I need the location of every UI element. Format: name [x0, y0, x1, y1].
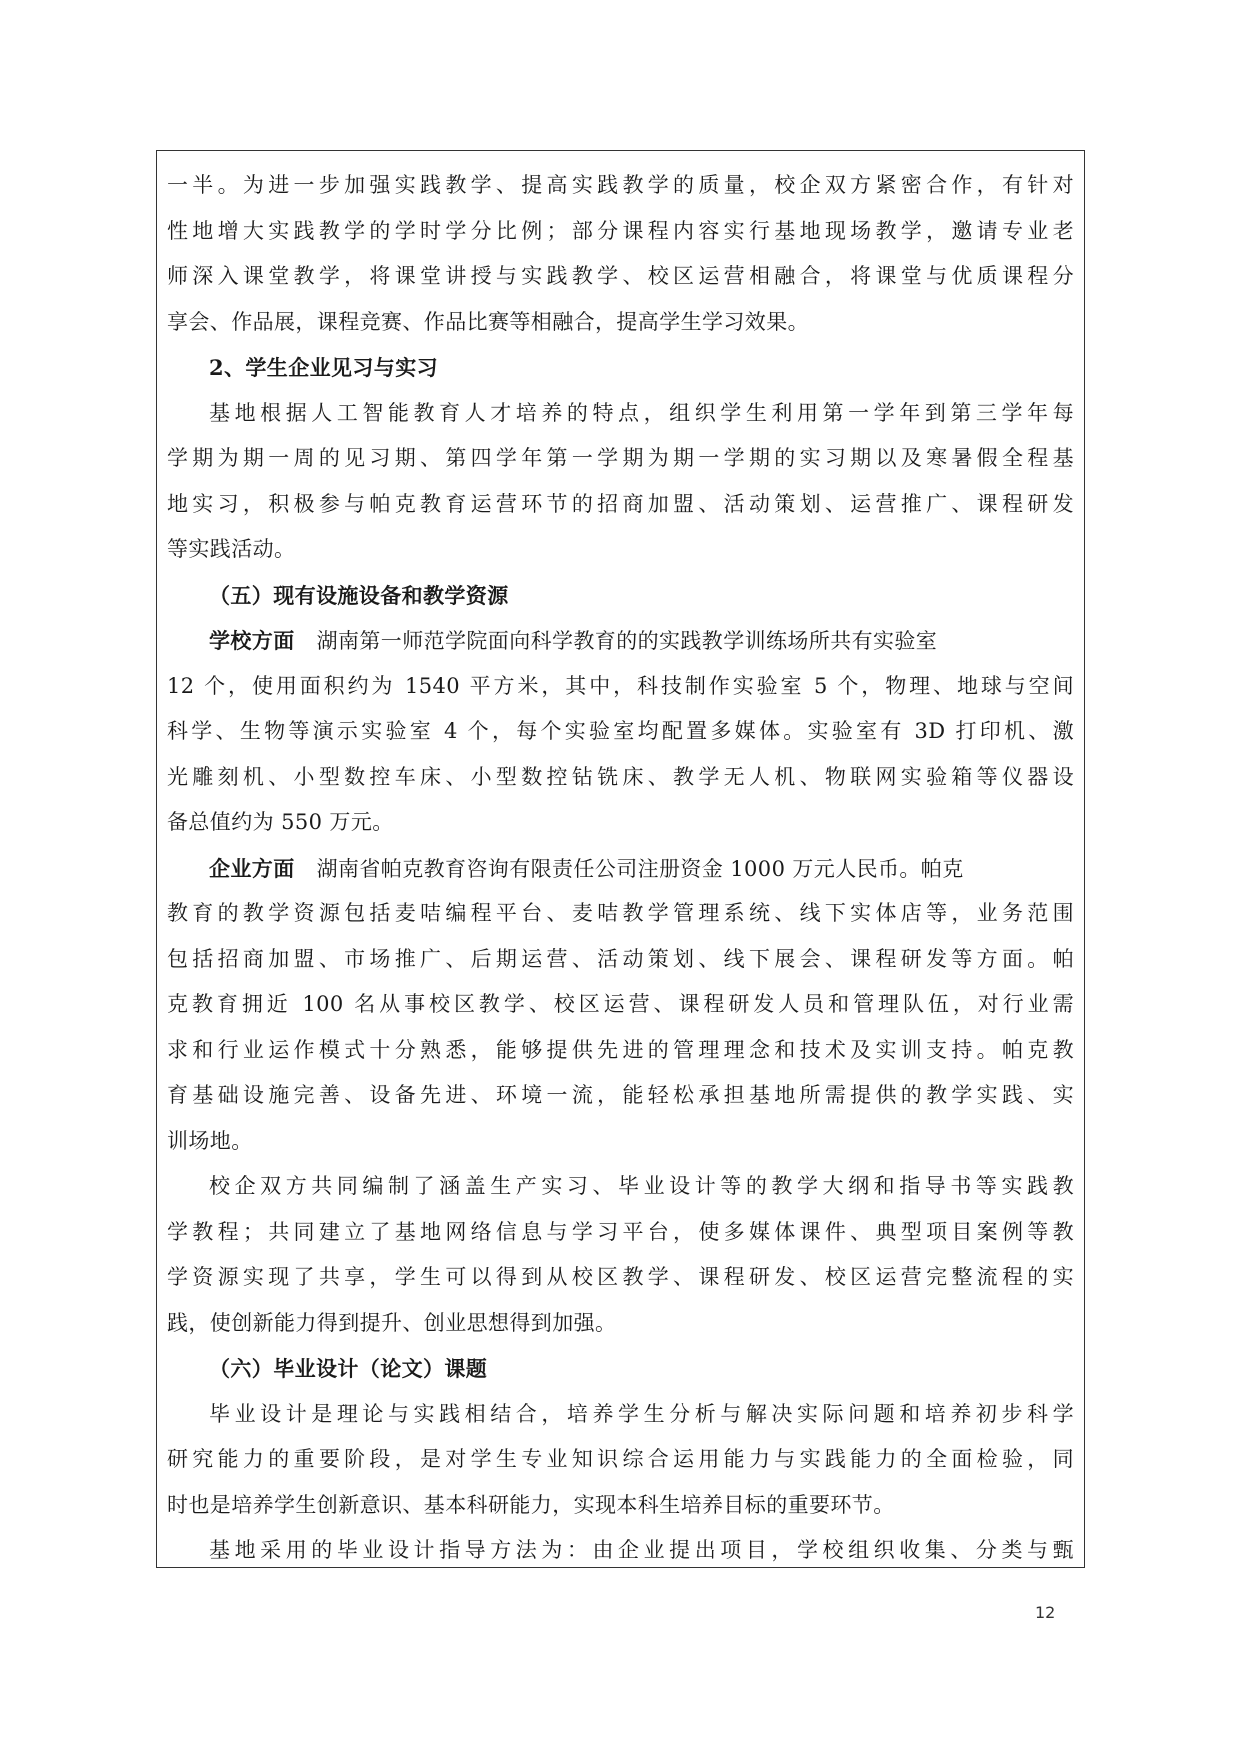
- document-body: [167, 163, 1074, 1568]
- paragraph-line: 毕业设计是理论与实践相结合，培养学生分析与解决实际问题和培养初步科学: [209, 1401, 1074, 1426]
- paragraph-line: 研究能力的重要阶段，是对学生专业知识综合运用能力与实践能力的全面检验，同: [167, 1447, 1074, 1471]
- section-heading: （六）毕业设计（论文）课题: [209, 1356, 488, 1381]
- paragraph-line: 教育的教学资源包括麦咭编程平台、麦咭教学管理系统、线下实体店等，业务范围: [167, 901, 1074, 925]
- paragraph-line: 求和行业运作模式十分熟悉，能够提供先进的管理理念和技术及实训支持。帕克教: [167, 1037, 1074, 1062]
- paragraph-line: 12 个，使用面积约为 1540 平方米，其中，科技制作实验室 5 个，物理、地球与空间: [167, 673, 1074, 698]
- paragraph-line: 时也是培养学生创新意识、基本科研能力，实现本科生培养目标的重要环节。: [167, 1492, 895, 1517]
- paragraph-line: 育基础设施完善、设备先进、环境一流，能轻松承担基地所需提供的教学实践、实: [167, 1083, 1074, 1107]
- paragraph-line: 训场地。: [167, 1128, 253, 1153]
- paragraph-line: 师深入课堂教学，将课堂讲授与实践教学、校区运营相融合，将课堂与优质课程分: [167, 264, 1074, 288]
- paragraph-line: 地实习，积极参与帕克教育运营环节的招商加盟、活动策划、运营推广、课程研发: [167, 491, 1074, 516]
- document-frame: [156, 150, 1085, 1568]
- paragraph-line: 克教育拥近 100 名从事校区教学、校区运营、课程研发人员和管理队伍，对行业需: [167, 992, 1074, 1016]
- inline-heading: 企业方面: [209, 855, 295, 881]
- paragraph-line: 基地根据人工智能教育人才培养的特点，组织学生利用第一学年到第三学年每: [209, 400, 1074, 425]
- paragraph-line: 学资源实现了共享，学生可以得到从校区教学、课程研发、校区运营完整流程的实: [167, 1265, 1074, 1289]
- paragraph-line: 践，使创新能力得到提升、创业思想得到加强。: [167, 1310, 617, 1335]
- paragraph-line: 学教程；共同建立了基地网络信息与学习平台，使多媒体课件、典型项目案例等教: [167, 1219, 1074, 1244]
- paragraph-line: 基地采用的毕业设计指导方法为：由企业提出项目，学校组织收集、分类与甄: [209, 1538, 1074, 1562]
- paragraph-line: 学期为期一周的见习期、第四学年第一学期为期一学期的实习期以及寒暑假全程基: [167, 446, 1074, 470]
- section-heading: 2、学生企业见习与实习: [209, 355, 439, 380]
- paragraph-line: [167, 846, 1074, 892]
- paragraph-text: 湖南第一师范学院面向科学教育的的实践教学训练场所共有实验室: [316, 629, 938, 653]
- section-heading: （五）现有设施设备和教学资源: [209, 582, 509, 608]
- paragraph-line: 科学、生物等演示实验室 4 个，每个实验室均配置多媒体。实验室有 3D 打印机、激: [167, 719, 1074, 743]
- paragraph-text: 湖南省帕克教育咨询有限责任公司注册资金 1000 万元人民币。帕克: [316, 856, 964, 881]
- paragraph-line: 享会、作品展，课程竞赛、作品比赛等相融合，提高学生学习效果。: [167, 309, 809, 334]
- paragraph-line: [167, 618, 1074, 664]
- page-number: 12: [1035, 1603, 1056, 1622]
- inline-heading: 学校方面: [209, 628, 295, 653]
- paragraph-line: 包括招商加盟、市场推广、后期运营、活动策划、线下展会、课程研发等方面。帕: [167, 946, 1074, 971]
- paragraph-line: 光雕刻机、小型数控车床、小型数控钻铣床、教学无人机、物联网实验箱等仪器设: [167, 764, 1074, 789]
- paragraph-line: 等实践活动。: [167, 537, 296, 561]
- paragraph-line: 校企双方共同编制了涵盖生产实习、毕业设计等的教学大纲和指导书等实践教: [209, 1174, 1074, 1198]
- paragraph-line: 一半。为进一步加强实践教学、提高实践教学的质量，校企双方紧密合作，有针对: [167, 173, 1074, 197]
- paragraph-line: 性地增大实践教学的学时学分比例；部分课程内容实行基地现场教学，邀请专业老: [167, 218, 1074, 243]
- paragraph-line: 备总值约为 550 万元。: [167, 810, 394, 834]
